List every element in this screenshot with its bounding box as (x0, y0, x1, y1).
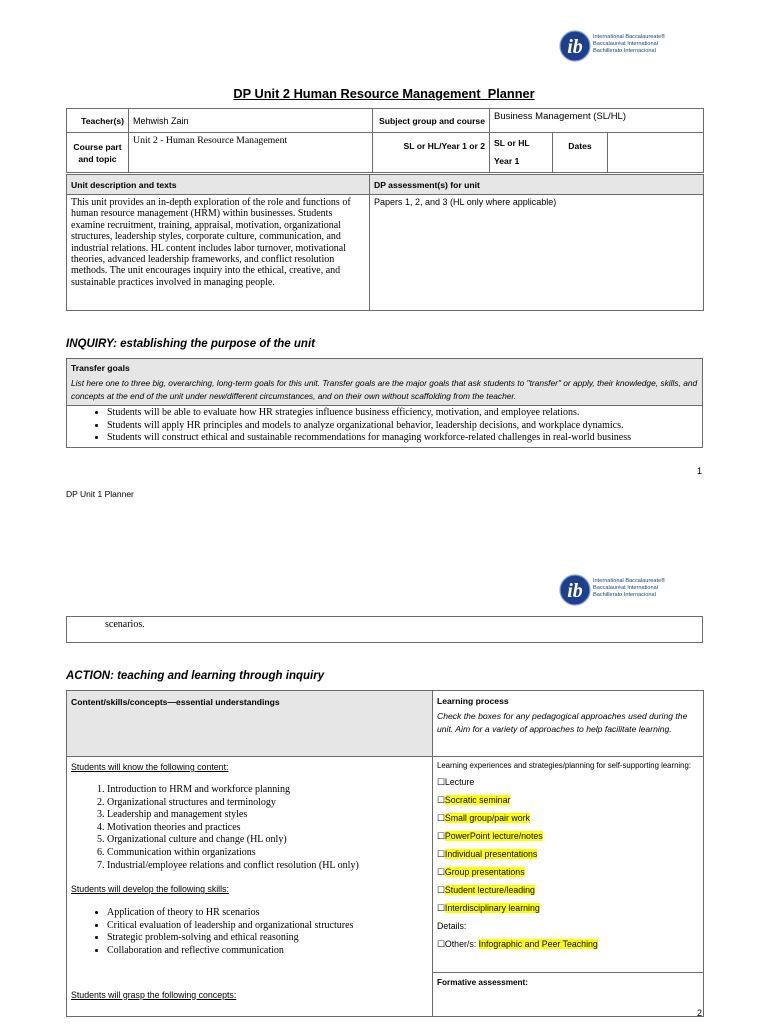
list-item: • Critical evaluation of leadership and organizational structures (107, 920, 428, 933)
checkbox-icon[interactable]: ☐ (437, 902, 445, 913)
dates-value[interactable] (608, 133, 704, 173)
teacher-label: Teacher(s) (67, 109, 129, 133)
content-list (71, 784, 428, 872)
learning-label: Learning process (437, 696, 509, 706)
strategy-lecture[interactable] (437, 773, 699, 791)
subject-value: Business Management (SL/HL) (490, 109, 704, 133)
strategy-label: Lecture (444, 776, 475, 787)
list-item: 2. Organizational structures and terminology (107, 797, 428, 810)
transfer-goals-list (71, 407, 698, 445)
svg-text:ib: ib (567, 580, 583, 602)
checkbox-icon[interactable]: ☐ (437, 884, 445, 895)
action-table (66, 690, 704, 1017)
content-header (67, 691, 433, 757)
dates-label: Dates (553, 133, 608, 173)
transfer-goals-instructions: List here one to three big, overarching, long-term goals for this unit. Transfer goals are the major goals that ask students to "transfer" or apply, their knowledge, skills, and concepts at the end of the unit under new/different circumstances, and on their own without scaffolding from the teacher. (71, 378, 698, 401)
list-item: 5. Organizational culture and change (HL only) (107, 834, 428, 847)
transfer-goals-header (67, 359, 703, 406)
learning-header (433, 691, 704, 757)
transfer-goals-table (66, 358, 703, 448)
goal-continuation: scenarios. (67, 617, 703, 643)
formative-label: Formative assessment: (437, 978, 529, 987)
logo-line: Bachillerato Internacional (593, 592, 656, 598)
checkbox-icon[interactable]: ☐ (437, 812, 445, 823)
other-label: Other/s: (444, 938, 477, 949)
logo-line: Baccalauréat International (593, 41, 658, 47)
strategies-cell (433, 757, 704, 973)
inquiry-heading: INQUIRY: establishing the purpose of the unit (66, 338, 315, 350)
strategy-label: PowerPoint lecture/notes (444, 830, 543, 841)
strategy-label: Small group/pair work (444, 812, 530, 823)
concepts-heading: Students will grasp the following concepts: (71, 989, 237, 1000)
sl-hl-value (490, 133, 553, 173)
strategy-label: Student lecture/leading (444, 884, 535, 895)
transfer-goals-continued (66, 616, 703, 643)
list-item: 1. Introduction to HRM and workforce planning (107, 784, 428, 797)
list-item: • Students will apply HR principles and models to analyze organizational behavior, leadership decisions, and workplace dynamics. (107, 420, 698, 433)
strategy-other[interactable] (437, 935, 699, 953)
list-item: 4. Motivation theories and practices (107, 822, 428, 835)
page-footer: DP Unit 1 Planner (66, 489, 134, 499)
list-item: • Strategic problem-solving and ethical reasoning (107, 932, 428, 945)
page-number: 1 (697, 466, 703, 476)
checkbox-icon[interactable]: ☐ (437, 830, 445, 841)
strategy-group-presentations[interactable] (437, 863, 699, 881)
checkbox-icon[interactable]: ☐ (437, 938, 445, 949)
strategy-socratic-seminar[interactable] (437, 791, 699, 809)
skills-heading: Students will develop the following skills: (71, 884, 229, 895)
know-heading: Students will know the following content: (71, 762, 229, 772)
sl-hl-value-line: SL or HL (494, 138, 530, 148)
teacher-value: Mehwish Zain (129, 109, 373, 133)
course-part-label: Course part and topic (67, 133, 129, 173)
checkbox-icon[interactable]: ☐ (437, 794, 445, 805)
logo-line: International Baccalaureate® (593, 34, 666, 40)
unit-description-label: Unit description and texts (67, 175, 370, 195)
strategy-label: Group presentations (444, 866, 525, 877)
list-item: 7. Industrial/employee relations and conflict resolution (HL only) (107, 860, 428, 873)
strategy-small-group[interactable] (437, 809, 699, 827)
ib-logo (559, 574, 671, 610)
transfer-goals-list-cell (67, 406, 703, 448)
unit-description-text: This unit provides an in-depth exploration of the role and functions of human resource management (HRM) within businesses. Students examine recruitment, training, appraisal, motivation, organizational structures, leadership styles, corporate culture, communication, and industrial relations. HL content includes labor turnover, motivational theories, advanced leadership frameworks, and conflict resolution methods. The unit encourages inquiry into the ethical, creative, and sustainable practices involved in managing people. (67, 195, 370, 311)
content-label: Content/skills/concepts—essential understandings (71, 697, 280, 707)
header-table (66, 108, 704, 173)
checkbox-icon[interactable]: ☐ (437, 848, 445, 859)
strategy-interdisciplinary[interactable] (437, 899, 699, 917)
strategy-label: Socratic seminar (444, 794, 511, 805)
ib-logo-icon (559, 30, 591, 62)
ib-logo-icon (559, 574, 591, 606)
list-item: • Collaboration and reflective communication (107, 945, 428, 958)
strategy-label: Interdisciplinary learning (444, 902, 540, 913)
checkbox-icon[interactable]: ☐ (437, 866, 445, 877)
ib-logo (559, 30, 671, 66)
checkbox-icon[interactable]: ☐ (437, 776, 445, 787)
content-cell (67, 757, 433, 1017)
list-item: • Students will be able to evaluate how HR strategies influence business efficiency, motivation, and employee relations. (107, 407, 698, 420)
learning-instructions: Check the boxes for any pedagogical approaches used during the unit. Aim for a variety of approaches to help facilitate learning. (437, 711, 688, 734)
action-heading: ACTION: teaching and learning through inquiry (66, 670, 325, 682)
sl-hl-label: SL or HL/Year 1 or 2 (373, 133, 490, 173)
logo-line: International Baccalaureate® (593, 578, 666, 584)
dp-assessment-text: Papers 1, 2, and 3 (HL only where applicable) (370, 195, 704, 311)
list-item: • Students will construct ethical and sustainable recommendations for managing workforce-related challenges in real-world business (107, 432, 698, 445)
list-item: 3. Leadership and management styles (107, 809, 428, 822)
list-item: 6. Communication within organizations (107, 847, 428, 860)
course-part-value: Unit 2 - Human Resource Management (129, 133, 373, 173)
logo-line: Bachillerato Internacional (593, 48, 656, 54)
formative-assessment-cell (433, 973, 704, 1017)
list-item: • Application of theory to HR scenarios (107, 907, 428, 920)
dp-assessment-label: DP assessment(s) for unit (370, 175, 704, 195)
page-number: 2 (697, 1008, 703, 1018)
year-value-line: Year 1 (494, 156, 520, 166)
subject-label: Subject group and course (373, 109, 490, 133)
transfer-goals-label: Transfer goals (71, 363, 130, 373)
unit-table (66, 174, 704, 311)
strategies-heading: Learning experiences and strategies/planning for self-supporting learning: (437, 761, 691, 770)
skills-list (71, 907, 428, 957)
logo-line: Baccalauréat International (593, 585, 658, 591)
other-value: Infographic and Peer Teaching (478, 938, 598, 949)
page-title: DP Unit 2 Human Resource Management Planner (233, 86, 535, 101)
strategy-powerpoint[interactable] (437, 827, 699, 845)
details-label: Details: (437, 920, 467, 931)
svg-text:ib: ib (567, 36, 583, 58)
strategy-label: Individual presentations (444, 848, 538, 859)
strategy-student-lecture[interactable] (437, 881, 699, 899)
strategy-individual-presentations[interactable] (437, 845, 699, 863)
